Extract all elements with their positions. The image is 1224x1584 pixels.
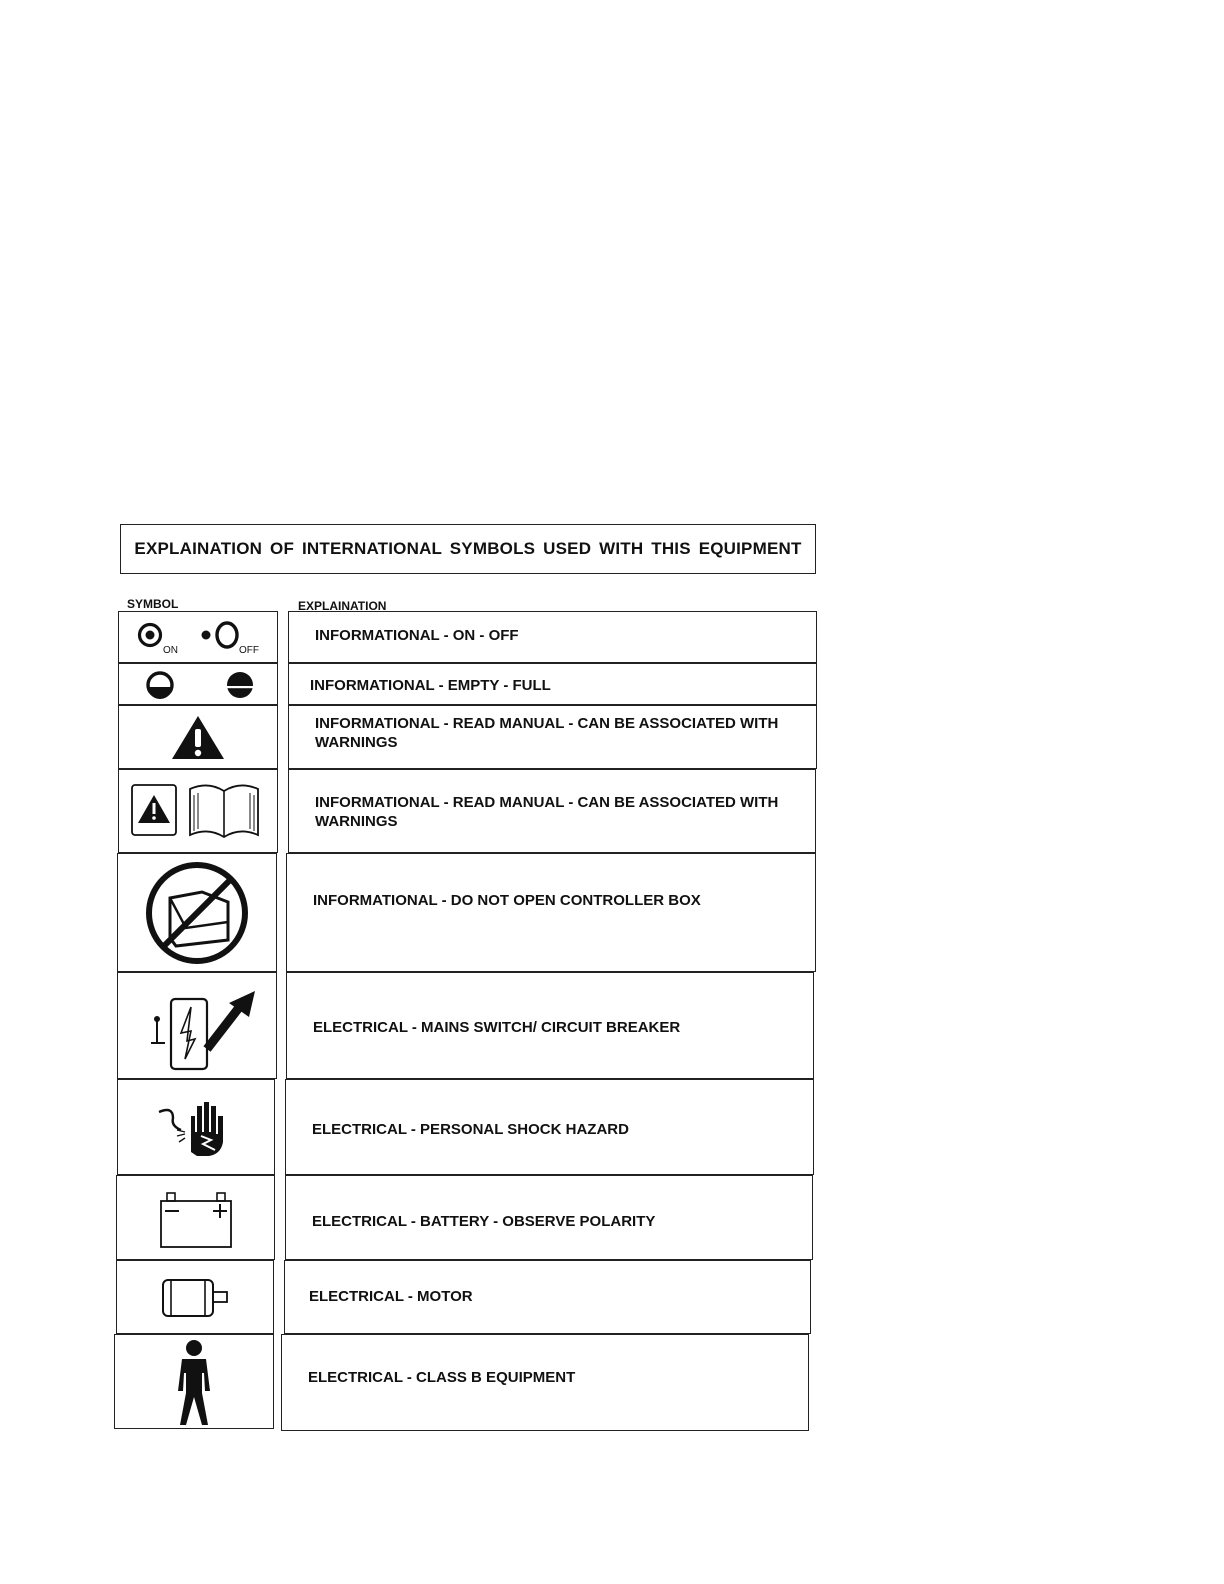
on-off-icon <box>128 615 268 659</box>
read-manual-icon <box>128 779 268 843</box>
explanation-text-9: ELECTRICAL - MOTOR <box>309 1288 473 1305</box>
explanation-text-4: INFORMATIONAL - READ MANUAL - CAN BE ASSOCIATED WITH WARNINGS <box>315 794 779 830</box>
explanation-cell-9 <box>284 1260 811 1334</box>
explanation-cell-10 <box>281 1334 809 1431</box>
symbol-cell-class-b <box>114 1334 274 1429</box>
battery-icon <box>151 1183 241 1253</box>
symbol-cell-mains-switch <box>117 972 277 1079</box>
explanation-cell-3 <box>288 705 817 769</box>
empty-full-icon <box>128 666 268 702</box>
do-not-open-box-icon <box>142 858 252 968</box>
explanation-cell-1 <box>288 611 817 663</box>
symbol-cell-on-off <box>118 611 278 663</box>
explanation-text-2: INFORMATIONAL - EMPTY - FULL <box>310 677 551 694</box>
symbol-cell-empty-full <box>118 663 278 705</box>
explanation-text-8: ELECTRICAL - BATTERY - OBSERVE POLARITY <box>312 1213 656 1230</box>
explanation-text-6: ELECTRICAL - MAINS SWITCH/ CIRCUIT BREAKER <box>313 1019 681 1036</box>
explanation-text-5: INFORMATIONAL - DO NOT OPEN CONTROLLER BOX <box>313 892 701 909</box>
explanation-cell-7 <box>285 1079 814 1175</box>
page-title: EXPLAINATION OF INTERNATIONAL SYMBOLS USED WITH THIS EQUIPMENT <box>120 524 816 574</box>
explanation-cell-8 <box>285 1175 813 1260</box>
warning-triangle-icon <box>168 712 228 762</box>
explanation-text-10: ELECTRICAL - CLASS B EQUIPMENT <box>308 1369 576 1386</box>
on-label: ON <box>163 645 178 656</box>
explanation-text-7: ELECTRICAL - PERSONAL SHOCK HAZARD <box>312 1121 629 1138</box>
off-label: OFF <box>239 645 259 656</box>
explanation-text-1: INFORMATIONAL - ON - OFF <box>315 627 519 644</box>
symbol-cell-do-not-open <box>117 853 277 972</box>
symbol-column-header: SYMBOL <box>127 597 179 611</box>
shock-hazard-icon <box>151 1092 241 1162</box>
explanation-cell-4 <box>288 769 816 853</box>
symbol-cell-warning <box>118 705 278 769</box>
explanation-cell-6 <box>286 972 814 1079</box>
symbol-cell-shock-hazard <box>117 1079 275 1175</box>
explanation-cell-2 <box>288 663 817 705</box>
explanation-cell-5 <box>286 853 816 972</box>
explanation-text-3: INFORMATIONAL - READ MANUAL - CAN BE ASSOCIATED WITH WARNINGS <box>315 715 779 751</box>
mains-switch-icon <box>137 979 257 1073</box>
class-b-person-icon <box>164 1337 224 1427</box>
symbol-cell-read-manual <box>118 769 278 853</box>
symbol-cell-motor <box>116 1260 274 1334</box>
symbol-cell-battery <box>116 1175 275 1260</box>
explanation-column-header: EXPLAINATION <box>298 599 387 613</box>
motor-icon <box>155 1272 235 1322</box>
